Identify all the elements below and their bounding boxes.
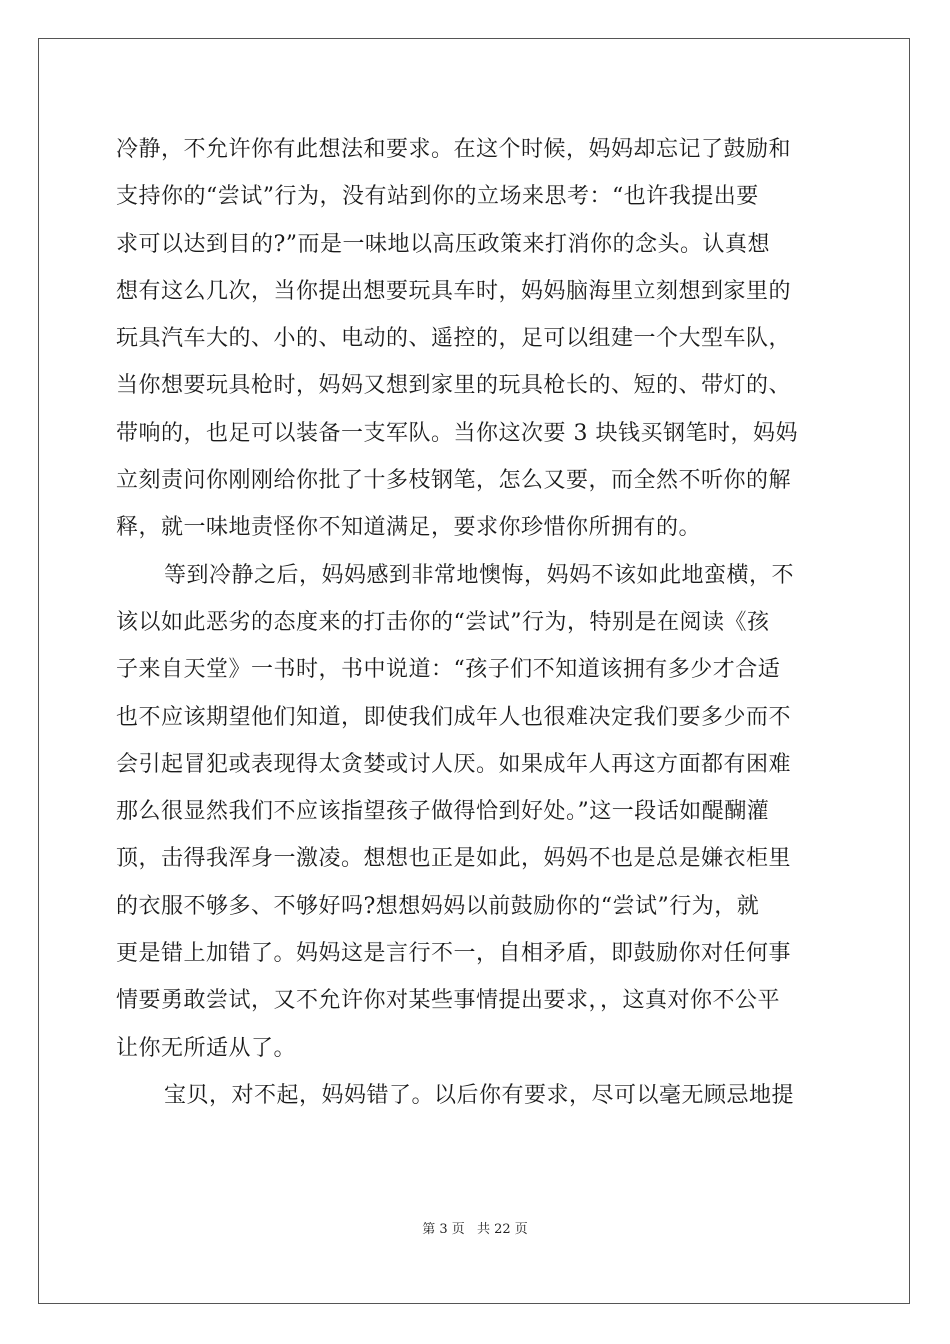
text-line-13: 也不应该期望他们知道，即使我们成年人也很难决定我们要多少而不 xyxy=(116,704,792,730)
text-line-15: 那么很显然我们不应该指望孩子做得恰到好处。”这一段话如醍醐灌 xyxy=(116,799,770,825)
text-line-2: 支持你的“尝试”行为，没有站到你的立场来思考：“也许我提出要 xyxy=(116,184,759,210)
page-footer xyxy=(0,1218,950,1237)
text-line-16: 顶，击得我浑身一激凌。想想也正是如此，妈妈不也是总是嫌衣柜里 xyxy=(116,846,792,872)
text-line-21: 宝贝，对不起，妈妈错了。以后你有要求，尽可以毫无顾忌地提 xyxy=(164,1082,795,1108)
text-line-14: 会引起冒犯或表现得太贪婪或讨人厌。如果成年人再这方面都有困难 xyxy=(116,751,792,777)
text-line-5: 玩具汽车大的、小的、电动的、遥控的，足可以组建一个大型车队， xyxy=(116,326,792,352)
document-body xyxy=(116,126,836,1119)
text-line-20: 让你无所适从了。 xyxy=(116,1035,297,1061)
text-line-9: 释，就一味地责怪你不知道满足，要求你珍惜你所拥有的。 xyxy=(116,515,702,541)
text-line-18: 更是错上加错了。妈妈这是言行不一，自相矛盾，即鼓励你对任何事 xyxy=(116,941,792,967)
text-line-4: 想有这么几次，当你提出想要玩具车时，妈妈脑海里立刻想到家里的 xyxy=(116,278,792,304)
text-line-12: 子来自天堂》一书时，书中说道：“孩子们不知道该拥有多少才合适 xyxy=(116,657,781,683)
text-line-11: 该以如此恶劣的态度来的打击你的“尝试”行为，特别是在阅读《孩 xyxy=(116,609,770,635)
text-line-3: 求可以达到目的?”而是一味地以高压政策来打消你的念头。认真想 xyxy=(116,231,771,257)
total-page-count: 共 22 页 xyxy=(476,1222,528,1237)
text-line-10: 等到冷静之后，妈妈感到非常地懊悔，妈妈不该如此地蛮横，不 xyxy=(164,562,795,588)
text-line-19: 情要勇敢尝试，又不允许你对某些事情提出要求，，这真对你不公平 xyxy=(116,988,781,1014)
text-line-17: 的衣服不够多、不够好吗?想想妈妈以前鼓励你的“尝试”行为，就 xyxy=(116,893,760,919)
text-line-6: 当你想要玩具枪时，妈妈又想到家里的玩具枪长的、短的、带灯的、 xyxy=(116,373,792,399)
current-page-number: 第 3 页 xyxy=(422,1222,465,1237)
text-line-7: 带响的，也足可以装备一支军队。当你这次要 3 块钱买钢笔时，妈妈 xyxy=(116,420,798,446)
text-line-8: 立刻责问你刚刚给你批了十多枝钢笔，怎么又要，而全然不听你的解 xyxy=(116,468,792,494)
text-line-1: 冷静，不允许你有此想法和要求。在这个时候，妈妈却忘记了鼓励和 xyxy=(116,137,792,162)
